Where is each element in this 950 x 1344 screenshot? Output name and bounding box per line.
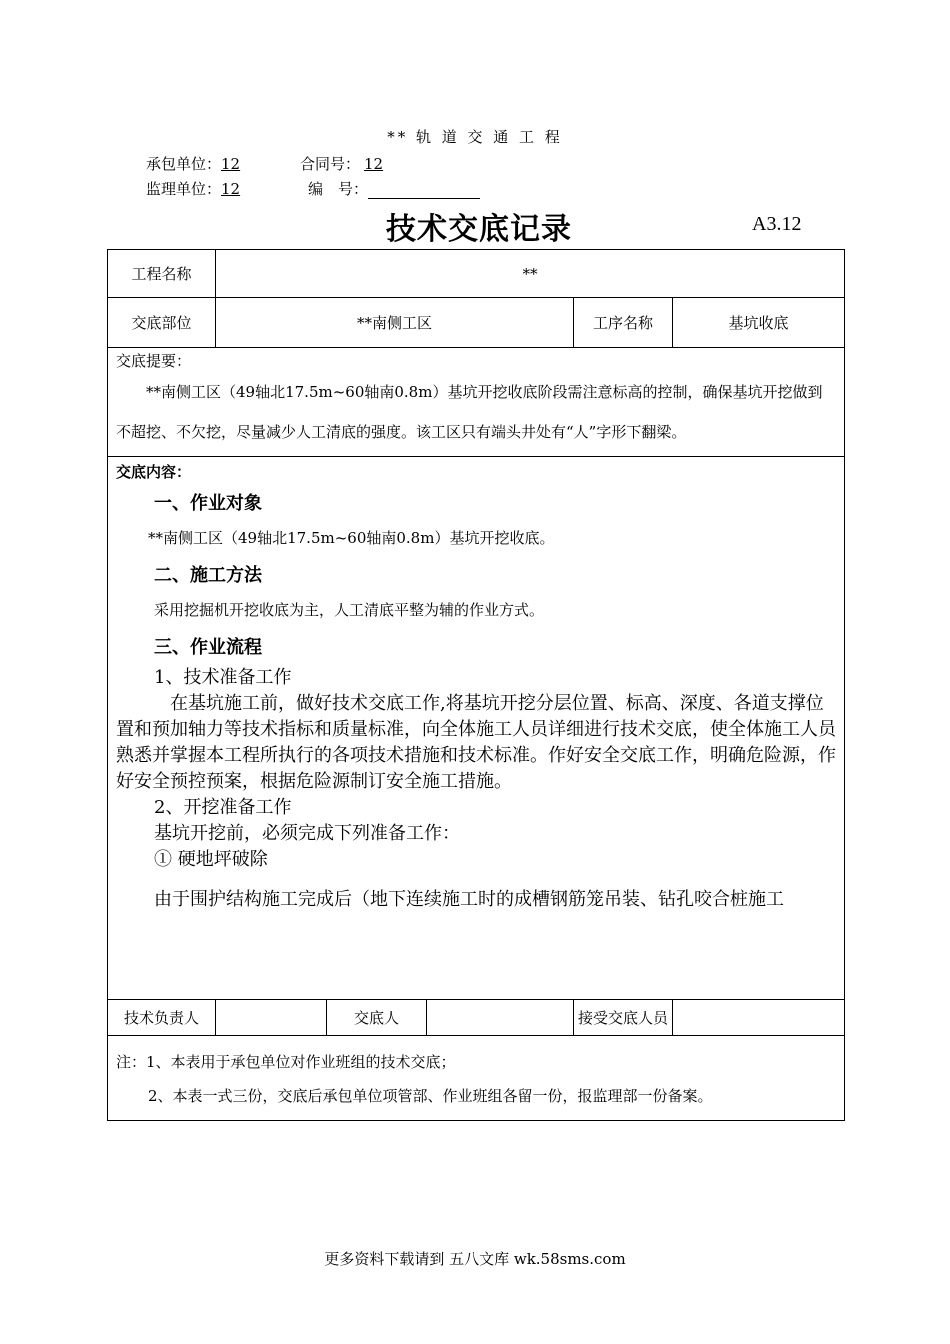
contract-no-value: 12 [364, 155, 384, 173]
presenter-label: 交底人 [327, 1000, 427, 1036]
number-label: 编 号： [308, 180, 369, 198]
note-1: 注：1、本表用于承包单位对作业班组的技术交底； [116, 1053, 456, 1071]
project-name: ** 轨 道 交 通 工 程 [387, 128, 563, 146]
form-code: A3.12 [752, 213, 802, 235]
row-summary [108, 348, 845, 457]
object-text: **南侧工区（49轴北17.5m~60轴南0.8m）基坑开挖收底。 [148, 529, 555, 547]
presenter-signature[interactable] [427, 1000, 574, 1036]
contractor-value: 12 [221, 155, 241, 173]
summary-text: **南侧工区（49轴北17.5m~60轴南0.8m）基坑开挖收底阶段需注意标高的控制，确保基坑开挖做到不超挖、不欠挖，尽量减少人工清底的强度。该工区只有端头井处有“人”字形下翻梁。 [116, 383, 823, 441]
supervisor-label: 监理单位： [146, 180, 222, 198]
row-location [108, 298, 845, 348]
receiver-signature[interactable] [673, 1000, 845, 1036]
number-blank [368, 182, 480, 199]
tech-lead-signature[interactable] [216, 1000, 327, 1036]
method-text: 采用挖掘机开挖收底为主，人工清底平整为辅的作业方式。 [154, 601, 545, 619]
process-value: 基坑收底 [673, 298, 845, 348]
footer-link[interactable]: 更多资料下载请到 五八文库 wk.58sms.com [324, 1250, 626, 1268]
location-value: **南侧工区 [216, 298, 574, 348]
location-label: 交底部位 [108, 298, 216, 348]
form-title: 技术交底记录 [386, 212, 572, 247]
excavation-prep-text: 基坑开挖前，必须完成下列准备工作： [154, 823, 460, 844]
tech-lead-label: 技术负责人 [108, 1000, 216, 1036]
row-content [108, 457, 845, 1000]
note-2: 2、本表一式三份，交底后承包单位项管部、作业班组各留一份，报监理部一份备案。 [148, 1087, 713, 1105]
contractor-line [146, 153, 240, 174]
project-label: 工程名称 [108, 250, 216, 298]
contract-no-label: 合同号： [300, 155, 361, 173]
item-hard-ground: ① 硬地坪破除 [154, 849, 268, 870]
row-notes [108, 1036, 845, 1121]
receiver-label: 接受交底人员 [574, 1000, 673, 1036]
sub-excavation-prep: 2、开挖准备工作 [154, 797, 292, 818]
sub-tech-prep: 1、技术准备工作 [154, 667, 292, 688]
heading-method: 二、施工方法 [154, 565, 262, 586]
row-signatures [108, 1000, 845, 1036]
heading-process: 三、作业流程 [154, 637, 262, 658]
process-label: 工序名称 [574, 298, 673, 348]
record-table [107, 249, 845, 1121]
summary-label: 交底提要： [116, 352, 192, 370]
number-line [308, 178, 480, 199]
contractor-label: 承包单位： [146, 155, 222, 173]
hard-ground-text: 由于围护结构施工完成后（地下连续施工时的成槽钢筋笼吊装、钻孔咬合桩施工 [154, 889, 784, 910]
tech-prep-text: 在基坑施工前，做好技术交底工作,将基坑开挖分层位置、标高、深度、各道支撑位置和预加轴力等技术指标和质量标准，向全体施工人员详细进行技术交底，使全体施工人员熟悉并掌握本工程所执行的各项技术措施和技术标准。作好安全交底工作，明确危险源，作好安全预控预案，根据危险源制订安全施工措施。 [116, 693, 836, 792]
supervisor-value: 12 [221, 180, 241, 198]
heading-object: 一、作业对象 [154, 493, 262, 514]
content-label: 交底内容： [116, 463, 192, 481]
contract-no-line [300, 153, 387, 174]
row-project [108, 250, 845, 298]
project-value: ** [216, 250, 845, 298]
supervisor-line [146, 178, 246, 199]
